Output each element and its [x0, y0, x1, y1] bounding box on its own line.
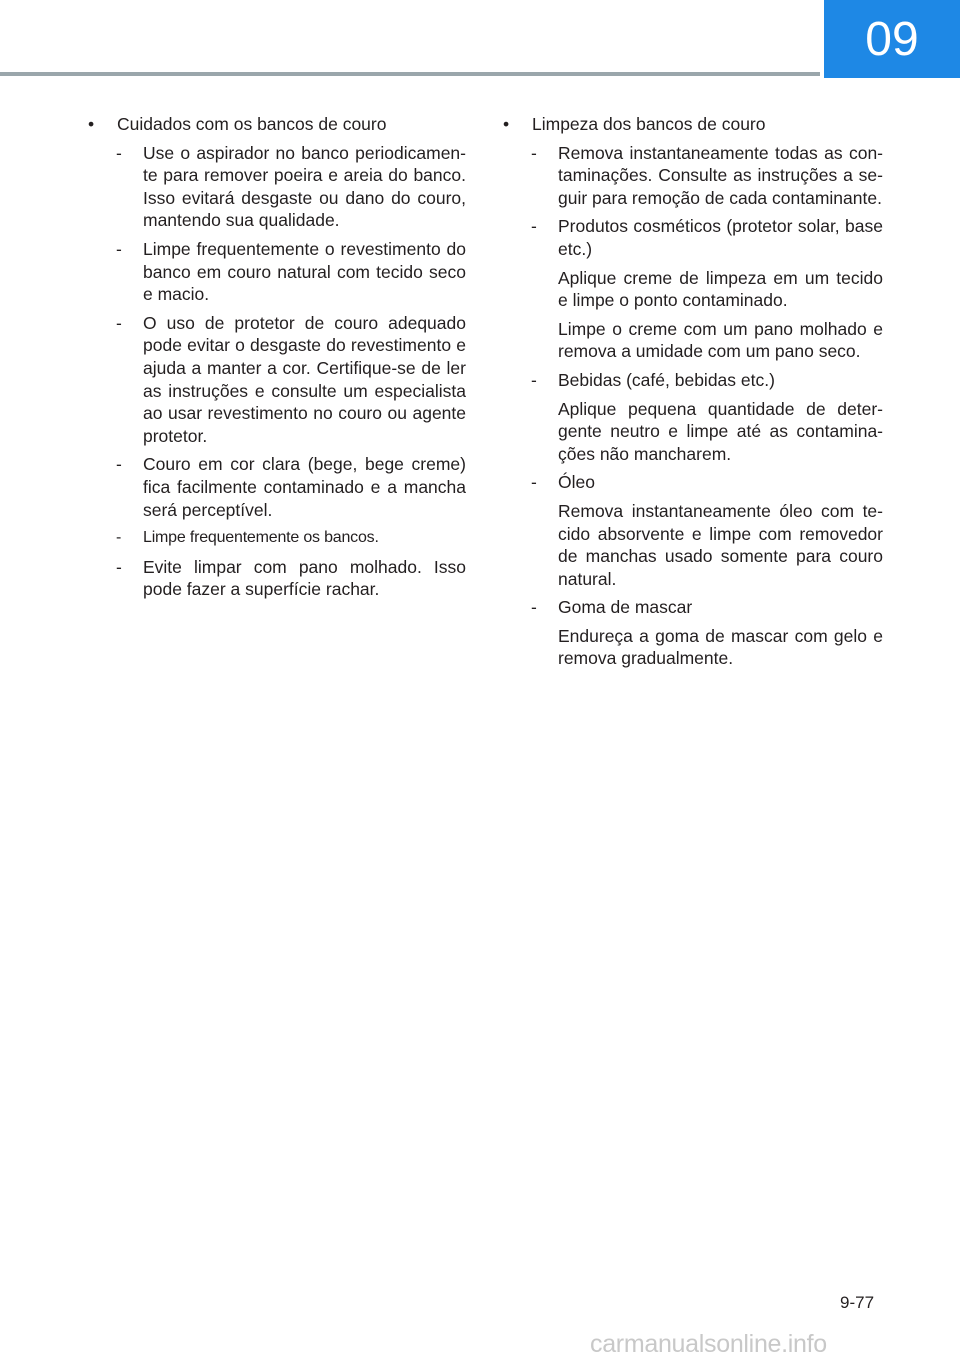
dash-marker: - [116, 454, 122, 475]
list-item [88, 238, 466, 306]
item-title: Produtos cosméticos (protetor solar, base etc.) [558, 216, 883, 259]
header-rule [0, 72, 820, 76]
item-text: Limpe frequentemente os bancos. [143, 529, 379, 547]
list-item [88, 312, 466, 448]
list-item [503, 596, 883, 670]
item-text: Remova instantaneamente todas as con- taminações. Consulte as instruções a se- guir para remoção de cada contaminante. [558, 142, 883, 208]
list-item [88, 556, 466, 601]
dash-marker: - [531, 369, 537, 390]
watermark: carmanualsonline.info [590, 1330, 827, 1358]
section-heading [503, 113, 883, 136]
item-title: Goma de mascar [558, 597, 693, 618]
chapter-tab [824, 0, 960, 78]
item-text: Couro em cor clara (bege, bege creme) fica facilmente contaminado e a mancha será perceptível. [143, 454, 466, 520]
item-text: Remova instantaneamente óleo com te- cido absorvente e limpe com removedor de manchas usado somente para couro natural. [558, 500, 883, 589]
item-text: Evite limpar com pano molhado. Isso pode fazer a superfície rachar. [143, 556, 466, 600]
section-heading-text: Limpeza dos bancos de couro [532, 114, 766, 134]
dash-marker: - [116, 312, 122, 333]
item-text: Limpe o creme com um pano molhado e remova a umidade com um pano seco. [558, 318, 883, 362]
page-number: 9-77 [840, 1293, 875, 1312]
list-item [503, 471, 883, 590]
bullet-icon: • [88, 114, 95, 134]
dash-marker: - [531, 472, 537, 493]
dash-marker: - [116, 142, 122, 163]
left-column [88, 113, 466, 607]
list-item [88, 527, 466, 550]
section-heading [88, 113, 466, 136]
right-column [503, 113, 883, 676]
item-text: Endureça a goma de mascar com gelo e remova gradualmente. [558, 625, 883, 669]
list-item [88, 453, 466, 521]
dash-marker: - [116, 556, 122, 577]
list-item [503, 369, 883, 465]
item-text: Aplique creme de limpeza em um tecido e limpe o ponto contaminado. [558, 267, 883, 311]
item-text: Aplique pequena quantidade de deter- gente neutro e limpe até as contamina- ções não mancharem. [558, 398, 883, 464]
item-text: Use o aspirador no banco periodicamen- te para remover poeira e areia do banco. Isso evitará desgaste ou dano do couro, mantendo sua qualidade. [143, 142, 466, 231]
item-title: Bebidas (café, bebidas etc.) [558, 369, 775, 390]
bullet-icon: • [503, 114, 510, 134]
section-heading-text: Cuidados com os bancos de couro [117, 114, 387, 134]
item-text: Limpe frequentemente o revestimento do banco em couro natural com tecido seco e macio. [143, 238, 466, 305]
dash-marker: - [531, 142, 537, 163]
list-item [503, 215, 883, 363]
dash-marker: - [116, 529, 122, 547]
dash-marker: - [116, 238, 122, 259]
dash-marker: - [531, 216, 537, 237]
chapter-number: 09 [865, 12, 919, 66]
list-item [503, 142, 883, 210]
item-text: O uso de protetor de couro adequado pode evitar o desgaste do revestimento e ajuda a manter a cor. Certifique-se de ler as instruções e consulte um especialista ao usar revestimento no couro ou agente protetor. [143, 312, 466, 446]
list-item [88, 142, 466, 232]
dash-marker: - [531, 597, 537, 618]
item-title: Óleo [558, 472, 595, 493]
